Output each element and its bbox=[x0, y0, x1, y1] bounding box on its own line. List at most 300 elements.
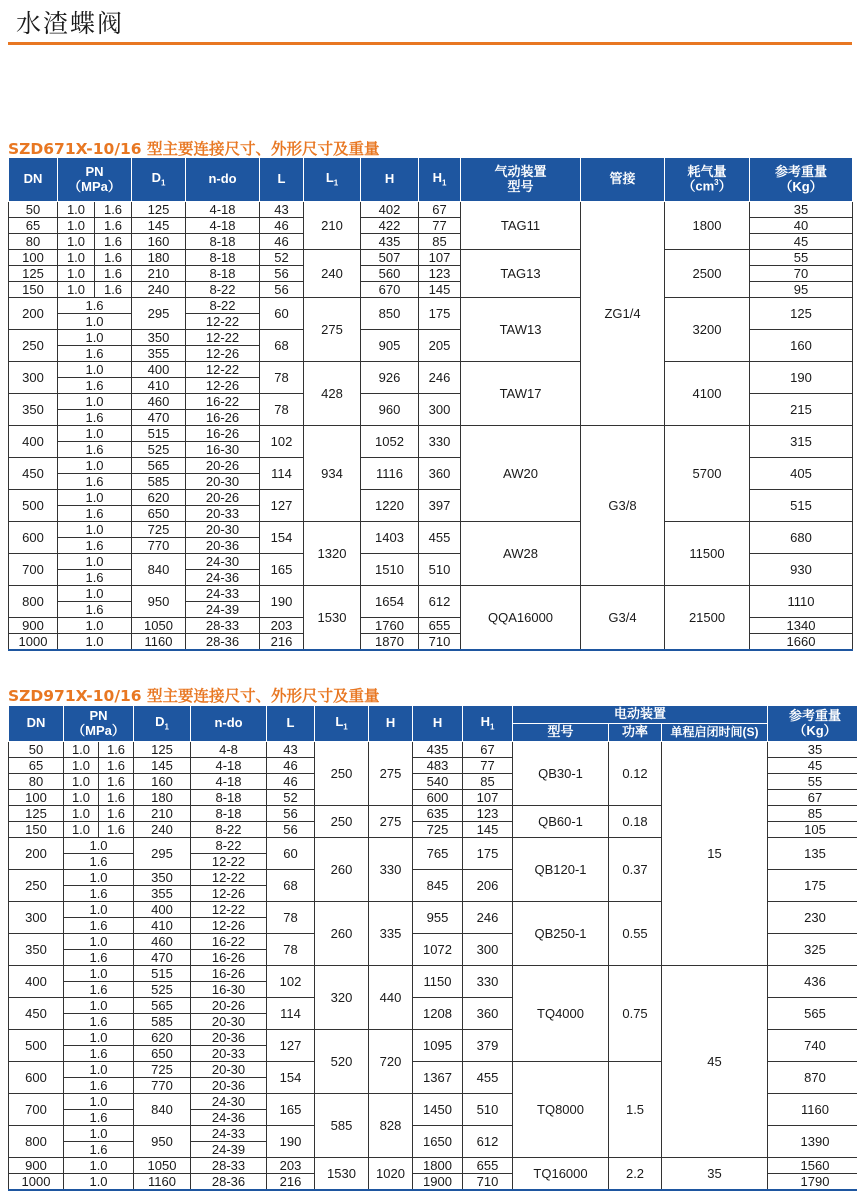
h1-cell: 107 bbox=[463, 790, 513, 806]
ndo-cell: 28-33 bbox=[186, 618, 260, 634]
weight-cell: 870 bbox=[768, 1062, 857, 1094]
ndo-cell: 8-18 bbox=[186, 266, 260, 282]
d1-cell: 585 bbox=[132, 474, 186, 490]
weight-cell: 325 bbox=[768, 934, 857, 966]
h1-cell: 300 bbox=[463, 934, 513, 966]
pn-cell: 1.6 bbox=[58, 346, 132, 362]
power-cell: 0.75 bbox=[609, 966, 662, 1062]
h1-cell: 85 bbox=[463, 774, 513, 790]
pn-cell: 1.0 bbox=[64, 934, 134, 950]
h-cell: 560 bbox=[361, 266, 419, 282]
h-cell: 1403 bbox=[361, 522, 419, 554]
header-l1: $L_1$ bbox=[315, 706, 369, 742]
h-cell: 402 bbox=[361, 202, 419, 218]
pn-cell: 1.0 bbox=[58, 458, 132, 474]
h1-cell: 455 bbox=[463, 1062, 513, 1094]
d1-cell: 295 bbox=[132, 298, 186, 330]
actuator-cell: TAG13 bbox=[461, 250, 581, 298]
pn-cell: 1.0 bbox=[58, 218, 95, 234]
table-row bbox=[9, 250, 853, 266]
weight-cell: 515 bbox=[750, 490, 853, 522]
header-electric: 电动装置 bbox=[513, 706, 768, 724]
l1-cell: 260 bbox=[315, 838, 369, 902]
pn-cell: 1.0 bbox=[64, 822, 99, 838]
dn-cell: 100 bbox=[9, 250, 58, 266]
weight-cell: 680 bbox=[750, 522, 853, 554]
ndo-cell: 24-30 bbox=[186, 554, 260, 570]
weight-cell: 405 bbox=[750, 458, 853, 490]
header-weight: 参考重量 （Kg） bbox=[768, 706, 857, 742]
l-cell: 56 bbox=[267, 806, 315, 822]
pn-cell: 1.0 bbox=[64, 838, 134, 854]
header-d1: $D_1$ bbox=[132, 158, 186, 202]
pn-cell: 1.0 bbox=[58, 586, 132, 602]
air-cell: 2500 bbox=[665, 250, 750, 298]
d1-cell: 515 bbox=[132, 426, 186, 442]
d1-cell: 725 bbox=[134, 1062, 191, 1078]
l1-cell: 240 bbox=[304, 250, 361, 298]
weight-cell: 740 bbox=[768, 1030, 857, 1062]
header-air: 耗气量 $(cm^3)$ bbox=[665, 158, 750, 202]
h-cell: 828 bbox=[369, 1094, 413, 1158]
weight-cell: 175 bbox=[768, 870, 857, 902]
d1-cell: 525 bbox=[132, 442, 186, 458]
ndo-cell: 12-22 bbox=[191, 854, 267, 870]
d1-cell: 210 bbox=[132, 266, 186, 282]
d1-cell: 350 bbox=[132, 330, 186, 346]
l1-cell: 250 bbox=[315, 742, 369, 806]
l-cell: 190 bbox=[267, 1126, 315, 1158]
header-d1: $D_1$ bbox=[134, 706, 191, 742]
h-cell: 905 bbox=[361, 330, 419, 362]
table-row bbox=[9, 522, 853, 538]
pn-cell: 1.6 bbox=[58, 570, 132, 586]
ndo-cell: 16-26 bbox=[186, 410, 260, 426]
l1-cell: 1320 bbox=[304, 522, 361, 586]
d1-cell: 650 bbox=[134, 1046, 191, 1062]
pn-cell: 1.0 bbox=[64, 758, 99, 774]
h2-cell: 483 bbox=[413, 758, 463, 774]
l-cell: 114 bbox=[267, 998, 315, 1030]
h1-cell: 612 bbox=[463, 1126, 513, 1158]
ndo-cell: 20-26 bbox=[186, 490, 260, 506]
ndo-cell: 16-22 bbox=[186, 394, 260, 410]
pn-cell: 1.0 bbox=[58, 394, 132, 410]
l1-cell: 1530 bbox=[304, 586, 361, 650]
h-cell: 1020 bbox=[369, 1158, 413, 1190]
l-cell: 216 bbox=[260, 634, 304, 650]
header-h2: H bbox=[413, 706, 463, 742]
h2-cell: 1072 bbox=[413, 934, 463, 966]
pn-cell: 1.0 bbox=[64, 806, 99, 822]
pn-cell: 1.6 bbox=[99, 822, 134, 838]
pipe-cell: G3/8 bbox=[581, 426, 665, 586]
pn-cell: 1.0 bbox=[64, 1030, 134, 1046]
dn-cell: 200 bbox=[9, 298, 58, 330]
l1-cell: 210 bbox=[304, 202, 361, 250]
h2-cell: 1095 bbox=[413, 1030, 463, 1062]
d1-cell: 160 bbox=[134, 774, 191, 790]
l1-cell: 428 bbox=[304, 362, 361, 426]
h1-cell: 77 bbox=[419, 218, 461, 234]
header-ndo: n-do bbox=[191, 706, 267, 742]
l-cell: 56 bbox=[260, 266, 304, 282]
h2-cell: 1150 bbox=[413, 966, 463, 998]
ndo-cell: 8-22 bbox=[191, 822, 267, 838]
pn-cell: 1.6 bbox=[64, 950, 134, 966]
l-cell: 78 bbox=[267, 934, 315, 966]
l-cell: 154 bbox=[260, 522, 304, 554]
actuator-cell: TAG11 bbox=[461, 202, 581, 250]
weight-cell: 1390 bbox=[768, 1126, 857, 1158]
d1-cell: 460 bbox=[132, 394, 186, 410]
weight-cell: 436 bbox=[768, 966, 857, 998]
ndo-cell: 28-36 bbox=[191, 1174, 267, 1190]
ndo-cell: 28-36 bbox=[186, 634, 260, 650]
pn-cell: 1.6 bbox=[95, 250, 132, 266]
pn-cell: 1.6 bbox=[64, 1110, 134, 1126]
h2-cell: 955 bbox=[413, 902, 463, 934]
table2-title: SZD971X-10/16 型主要连接尺寸、外形尺寸及重量 bbox=[8, 687, 380, 705]
pn-cell: 1.6 bbox=[99, 790, 134, 806]
pn-cell: 1.0 bbox=[58, 554, 132, 570]
h1-cell: 67 bbox=[419, 202, 461, 218]
ndo-cell: 20-30 bbox=[186, 474, 260, 490]
actuator-cell: AW28 bbox=[461, 522, 581, 586]
actuator-cell: AW20 bbox=[461, 426, 581, 522]
pn-cell: 1.6 bbox=[64, 886, 134, 902]
h2-cell: 845 bbox=[413, 870, 463, 902]
header-power: 功率 bbox=[609, 724, 662, 742]
ndo-cell: 16-30 bbox=[191, 982, 267, 998]
ndo-cell: 20-26 bbox=[186, 458, 260, 474]
d1-cell: 240 bbox=[132, 282, 186, 298]
pn-cell: 1.0 bbox=[64, 1174, 134, 1190]
pn-cell: 1.6 bbox=[95, 234, 132, 250]
h1-cell: 67 bbox=[463, 742, 513, 758]
l-cell: 78 bbox=[260, 362, 304, 394]
weight-cell: 70 bbox=[750, 266, 853, 282]
l-cell: 127 bbox=[267, 1030, 315, 1062]
ndo-cell: 12-22 bbox=[191, 902, 267, 918]
ndo-cell: 24-36 bbox=[191, 1110, 267, 1126]
table-row bbox=[9, 202, 853, 218]
l-cell: 52 bbox=[267, 790, 315, 806]
weight-cell: 105 bbox=[768, 822, 857, 838]
ndo-cell: 4-18 bbox=[186, 218, 260, 234]
l1-cell: 260 bbox=[315, 902, 369, 966]
pn-cell: 1.6 bbox=[99, 758, 134, 774]
d1-cell: 620 bbox=[134, 1030, 191, 1046]
h1-cell: 107 bbox=[419, 250, 461, 266]
weight-cell: 230 bbox=[768, 902, 857, 934]
ndo-cell: 4-8 bbox=[191, 742, 267, 758]
header-l1: $L_1$ bbox=[304, 158, 361, 202]
ndo-cell: 8-22 bbox=[186, 298, 260, 314]
pn-cell: 1.6 bbox=[58, 602, 132, 618]
d1-cell: 410 bbox=[132, 378, 186, 394]
ndo-cell: 12-22 bbox=[186, 314, 260, 330]
dn-cell: 250 bbox=[9, 330, 58, 362]
dn-cell: 700 bbox=[9, 1094, 64, 1126]
d1-cell: 525 bbox=[134, 982, 191, 998]
l-cell: 43 bbox=[267, 742, 315, 758]
l-cell: 52 bbox=[260, 250, 304, 266]
pn-cell: 1.0 bbox=[58, 202, 95, 218]
pn-cell: 1.6 bbox=[99, 742, 134, 758]
l-cell: 68 bbox=[267, 870, 315, 902]
h1-cell: 205 bbox=[419, 330, 461, 362]
pn-cell: 1.0 bbox=[64, 902, 134, 918]
h1-cell: 330 bbox=[419, 426, 461, 458]
header-pipe: 管接 bbox=[581, 158, 665, 202]
d1-cell: 565 bbox=[132, 458, 186, 474]
h-cell: 335 bbox=[369, 902, 413, 966]
pn-cell: 1.6 bbox=[64, 1046, 134, 1062]
h-cell: 1052 bbox=[361, 426, 419, 458]
pn-cell: 1.6 bbox=[64, 1078, 134, 1094]
dn-cell: 200 bbox=[9, 838, 64, 870]
h2-cell: 435 bbox=[413, 742, 463, 758]
pn-cell: 1.6 bbox=[58, 410, 132, 426]
ndo-cell: 20-36 bbox=[191, 1030, 267, 1046]
dn-cell: 1000 bbox=[9, 634, 58, 650]
model-cell: QB120-1 bbox=[513, 838, 609, 902]
weight-cell: 55 bbox=[768, 774, 857, 790]
d1-cell: 725 bbox=[132, 522, 186, 538]
air-cell: 1800 bbox=[665, 202, 750, 250]
pipe-cell: ZG1/4 bbox=[581, 202, 665, 426]
d1-cell: 1050 bbox=[134, 1158, 191, 1174]
l-cell: 56 bbox=[260, 282, 304, 298]
d1-cell: 180 bbox=[134, 790, 191, 806]
l1-cell: 250 bbox=[315, 806, 369, 838]
ndo-cell: 28-33 bbox=[191, 1158, 267, 1174]
pn-cell: 1.0 bbox=[58, 314, 132, 330]
pn-cell: 1.6 bbox=[64, 982, 134, 998]
pn-cell: 1.6 bbox=[95, 282, 132, 298]
pn-cell: 1.0 bbox=[64, 870, 134, 886]
pn-cell: 1.0 bbox=[64, 966, 134, 982]
air-cell: 11500 bbox=[665, 522, 750, 586]
dn-cell: 50 bbox=[9, 742, 64, 758]
d1-cell: 515 bbox=[134, 966, 191, 982]
h-cell: 435 bbox=[361, 234, 419, 250]
pn-cell: 1.0 bbox=[64, 790, 99, 806]
header-actuator: 气动装置 型号 bbox=[461, 158, 581, 202]
dn-cell: 300 bbox=[9, 902, 64, 934]
pn-cell: 1.6 bbox=[64, 854, 134, 870]
pn-cell: 1.6 bbox=[64, 1014, 134, 1030]
weight-cell: 1110 bbox=[750, 586, 853, 618]
pn-cell: 1.0 bbox=[58, 634, 132, 650]
ndo-cell: 12-22 bbox=[186, 330, 260, 346]
header-pn: PN （MPa） bbox=[64, 706, 134, 742]
header-dn: DN bbox=[9, 706, 64, 742]
dn-cell: 400 bbox=[9, 966, 64, 998]
actuator-cell: TAW17 bbox=[461, 362, 581, 426]
h1-cell: 510 bbox=[419, 554, 461, 586]
ndo-cell: 16-26 bbox=[186, 426, 260, 442]
dn-cell: 125 bbox=[9, 266, 58, 282]
l-cell: 56 bbox=[267, 822, 315, 838]
ndo-cell: 12-26 bbox=[186, 378, 260, 394]
pn-cell: 1.6 bbox=[58, 378, 132, 394]
pn-cell: 1.0 bbox=[58, 426, 132, 442]
weight-cell: 55 bbox=[750, 250, 853, 266]
l-cell: 60 bbox=[260, 298, 304, 330]
pn-cell: 1.0 bbox=[58, 330, 132, 346]
ndo-cell: 24-33 bbox=[186, 586, 260, 602]
d1-cell: 125 bbox=[132, 202, 186, 218]
ndo-cell: 16-26 bbox=[191, 950, 267, 966]
h2-cell: 1900 bbox=[413, 1174, 463, 1190]
ndo-cell: 12-26 bbox=[186, 346, 260, 362]
ndo-cell: 24-39 bbox=[191, 1142, 267, 1158]
h1-cell: 710 bbox=[419, 634, 461, 650]
l-cell: 78 bbox=[267, 902, 315, 934]
weight-cell: 35 bbox=[750, 202, 853, 218]
pn-cell: 1.6 bbox=[58, 506, 132, 522]
d1-cell: 180 bbox=[132, 250, 186, 266]
pn-cell: 1.0 bbox=[64, 1062, 134, 1078]
d1-cell: 840 bbox=[134, 1094, 191, 1126]
model-cell: QB250-1 bbox=[513, 902, 609, 966]
h1-cell: 360 bbox=[463, 998, 513, 1030]
pn-cell: 1.0 bbox=[64, 1094, 134, 1110]
pn-cell: 1.6 bbox=[95, 266, 132, 282]
ndo-cell: 24-36 bbox=[186, 570, 260, 586]
title-rule bbox=[8, 42, 852, 45]
d1-cell: 1160 bbox=[132, 634, 186, 650]
ndo-cell: 20-26 bbox=[191, 998, 267, 1014]
pn-cell: 1.6 bbox=[95, 202, 132, 218]
dn-cell: 65 bbox=[9, 758, 64, 774]
h1-cell: 710 bbox=[463, 1174, 513, 1190]
header-ndo: n-do bbox=[186, 158, 260, 202]
d1-cell: 145 bbox=[134, 758, 191, 774]
pn-cell: 1.6 bbox=[58, 538, 132, 554]
pn-cell: 1.6 bbox=[64, 918, 134, 934]
l1-cell: 1530 bbox=[315, 1158, 369, 1190]
ndo-cell: 12-22 bbox=[191, 870, 267, 886]
d1-cell: 355 bbox=[132, 346, 186, 362]
dn-cell: 450 bbox=[9, 458, 58, 490]
h1-cell: 175 bbox=[419, 298, 461, 330]
h-cell: 926 bbox=[361, 362, 419, 394]
h2-cell: 1650 bbox=[413, 1126, 463, 1158]
pn-cell: 1.0 bbox=[58, 490, 132, 506]
header-h1: $H_1$ bbox=[419, 158, 461, 202]
table1-title: SZD671X-10/16 型主要连接尺寸、外形尺寸及重量 bbox=[8, 140, 380, 158]
l-cell: 46 bbox=[260, 234, 304, 250]
dn-cell: 800 bbox=[9, 1126, 64, 1158]
ndo-cell: 24-33 bbox=[191, 1126, 267, 1142]
h-cell: 507 bbox=[361, 250, 419, 266]
h-cell: 440 bbox=[369, 966, 413, 1030]
ndo-cell: 20-33 bbox=[186, 506, 260, 522]
header-weight: 参考重量 （Kg） bbox=[750, 158, 853, 202]
ndo-cell: 12-26 bbox=[191, 886, 267, 902]
l-cell: 203 bbox=[267, 1158, 315, 1174]
h1-cell: 300 bbox=[419, 394, 461, 426]
h1-cell: 206 bbox=[463, 870, 513, 902]
h2-cell: 1367 bbox=[413, 1062, 463, 1094]
ndo-cell: 20-36 bbox=[186, 538, 260, 554]
h-cell: 422 bbox=[361, 218, 419, 234]
header-l: L bbox=[260, 158, 304, 202]
pn-cell: 1.0 bbox=[64, 1158, 134, 1174]
time-cell: 15 bbox=[662, 742, 768, 966]
l-cell: 78 bbox=[260, 394, 304, 426]
weight-cell: 67 bbox=[768, 790, 857, 806]
weight-cell: 1560 bbox=[768, 1158, 857, 1174]
h1-cell: 455 bbox=[419, 522, 461, 554]
dn-cell: 350 bbox=[9, 394, 58, 426]
h1-cell: 360 bbox=[419, 458, 461, 490]
power-cell: 0.18 bbox=[609, 806, 662, 838]
h-cell: 330 bbox=[369, 838, 413, 902]
power-cell: 0.55 bbox=[609, 902, 662, 966]
h2-cell: 540 bbox=[413, 774, 463, 790]
l-cell: 165 bbox=[267, 1094, 315, 1126]
h1-cell: 330 bbox=[463, 966, 513, 998]
h-cell: 850 bbox=[361, 298, 419, 330]
l-cell: 102 bbox=[260, 426, 304, 458]
h-cell: 1510 bbox=[361, 554, 419, 586]
dn-cell: 150 bbox=[9, 822, 64, 838]
power-cell: 0.37 bbox=[609, 838, 662, 902]
model-cell: TQ4000 bbox=[513, 966, 609, 1062]
dn-cell: 600 bbox=[9, 1062, 64, 1094]
ndo-cell: 16-26 bbox=[191, 966, 267, 982]
pn-cell: 1.0 bbox=[58, 266, 95, 282]
h-cell: 670 bbox=[361, 282, 419, 298]
d1-cell: 470 bbox=[132, 410, 186, 426]
pn-cell: 1.0 bbox=[58, 522, 132, 538]
weight-cell: 85 bbox=[768, 806, 857, 822]
weight-cell: 565 bbox=[768, 998, 857, 1030]
d1-cell: 125 bbox=[134, 742, 191, 758]
l-cell: 46 bbox=[267, 758, 315, 774]
header-h: H bbox=[369, 706, 413, 742]
weight-cell: 35 bbox=[768, 742, 857, 758]
page-title: 水渣蝶阀 bbox=[16, 9, 125, 38]
ndo-cell: 4-18 bbox=[191, 758, 267, 774]
h2-cell: 1800 bbox=[413, 1158, 463, 1174]
d1-cell: 400 bbox=[134, 902, 191, 918]
ndo-cell: 12-22 bbox=[186, 362, 260, 378]
table2-spec-table bbox=[8, 705, 857, 1191]
l1-cell: 275 bbox=[304, 298, 361, 362]
h-cell: 1654 bbox=[361, 586, 419, 618]
ndo-cell: 8-18 bbox=[191, 806, 267, 822]
model-cell: QB30-1 bbox=[513, 742, 609, 806]
time-cell: 35 bbox=[662, 1158, 768, 1190]
ndo-cell: 20-30 bbox=[191, 1062, 267, 1078]
h1-cell: 379 bbox=[463, 1030, 513, 1062]
pn-cell: 1.0 bbox=[58, 618, 132, 634]
dn-cell: 600 bbox=[9, 522, 58, 554]
header-model: 型号 bbox=[513, 724, 609, 742]
h1-cell: 246 bbox=[463, 902, 513, 934]
ndo-cell: 8-18 bbox=[186, 234, 260, 250]
h1-cell: 123 bbox=[419, 266, 461, 282]
pn-cell: 1.0 bbox=[64, 742, 99, 758]
h1-cell: 85 bbox=[419, 234, 461, 250]
d1-cell: 1160 bbox=[134, 1174, 191, 1190]
weight-cell: 160 bbox=[750, 330, 853, 362]
